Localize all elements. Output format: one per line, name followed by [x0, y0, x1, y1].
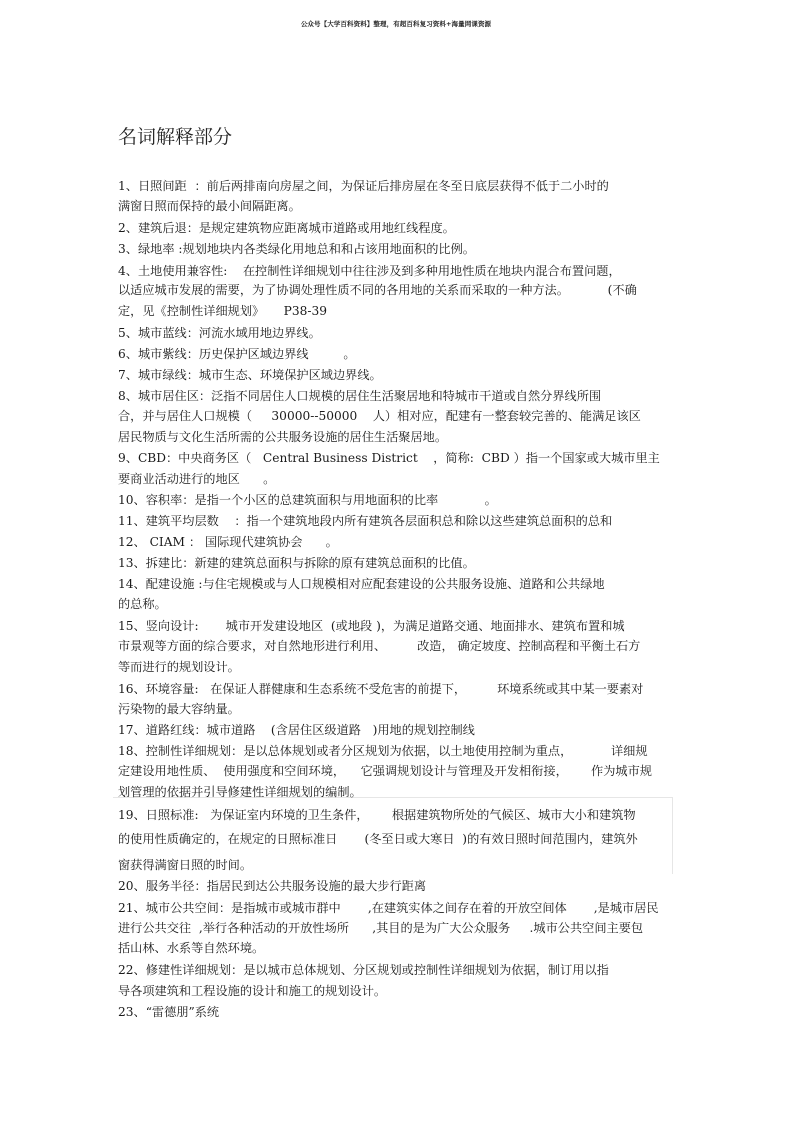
text-line: 的总称。 [118, 597, 167, 611]
text-line: 居民物质与文化生活所需的公共服务设施的居住生活聚居地。 [118, 430, 448, 444]
page-title: 名词解释部分 [118, 126, 233, 148]
text-line: 20、服务半径：指居民到达公共服务设施的最大步行距离 [118, 879, 427, 893]
text-line: 合，并与居住人口规模（ 30000--50000 人）相对应，配建有一整套较完善的、能满足该区 [118, 409, 641, 423]
text-line: 22、修建性详细规划：是以城市总体规划、分区规划或控制性详细规划为依据，制订用以指 [118, 963, 609, 977]
text-line: 7、城市绿线：城市生态、环境保护区域边界线。 [118, 368, 382, 382]
text-line: 定，见《控制性详细规划》 P38-39 [118, 304, 327, 318]
header-note: 公众号【大学百科资料】整理，有超百科复习资料+海量网课资源 [300, 20, 492, 28]
text-line: 进行公共交往 ,举行各种活动的开放性场所 ,其目的是为广大公众服务 .城市公共空间主要包 [118, 921, 644, 935]
text-line: 19、日照标准: 为保证室内环境的卫生条件， 根据建筑物所处的气候区、城市大小和建筑物 [118, 808, 636, 822]
text-line: 18、控制性详细规划：是以总体规划或者分区规划为依据，以土地使用控制为重点， 详细规 [118, 744, 648, 758]
text-line: 5、城市蓝线：河流水域用地边界线。 [118, 326, 321, 340]
text-line: 满窗日照而保持的最小间隔距离。 [118, 199, 301, 213]
text-line: 等而进行的规划设计。 [118, 660, 240, 674]
text-line: 11、建筑平均层数 ：指一个建筑地段内所有建筑各层面积总和除以这些建筑总面积的总和 [118, 514, 613, 528]
text-line: 16、环境容量: 在保证人群健康和生态系统不受危害的前提下， 环境系统或其中某一要素对 [118, 682, 644, 696]
text-line: 8、城市居住区：泛指不同居住人口规模的居住生活聚居地和特城市干道或自然分界线所围 [118, 389, 602, 403]
text-line: 6、城市紫线：历史保护区域边界线 。 [118, 347, 356, 361]
text-line: 以适应城市发展的需要，为了协调处理性质不同的各用地的关系而采取的一种方法。 (不确 [118, 283, 637, 297]
text-line: 括山林、水系等自然环境。 [118, 941, 265, 955]
text-line: 12、 CIAM ： 国际现代建筑协会 。 [118, 535, 338, 549]
text-line: 要商业活动进行的地区 。 [118, 472, 276, 486]
text-line: 2、建筑后退：是规定建筑物应距离城市道路或用地红线程度。 [118, 221, 455, 235]
text-line: 的使用性质确定的，在规定的日照标准日 (冬至日或大寒日 )的有效日照时间范围内，建筑外 [118, 832, 638, 846]
text-line: 23、“雷德朋”系统 [118, 1005, 220, 1019]
text-line: 污染物的最大容纳量。 [118, 702, 240, 716]
text-line: 14、配建设施 :与住宅规模或与人口规模相对应配套建设的公共服务设施、道路和公共绿地 [118, 577, 605, 591]
text-line: 13、拆建比：新建的建筑总面积与拆除的原有建筑总面积的比值。 [118, 556, 475, 570]
text-line: 10、容积率：是指一个小区的总建筑面积与用地面积的比率 。 [118, 493, 497, 507]
text-line: 4、土地使用兼容性: 在控制性详细规划中往往涉及到多种用地性质在地块内混合布置问题， [118, 264, 621, 278]
text-line: 划管理的依据并引导修建性详细规划的编制。 [118, 785, 362, 799]
text-line: 17、道路红线：城市道路 (含居住区级道路 )用地的规划控制线 [118, 723, 475, 737]
text-line: 1、日照间距 ：前后两排南向房屋之间，为保证后排房屋在冬至日底层获得不低于二小时的 [118, 179, 609, 193]
text-line: 3、绿地率 :规划地块内各类绿化用地总和和占该用地面积的比例。 [118, 242, 475, 256]
text-line: 9、CBD：中央商务区（ Central Business District ，简称: CBD ）指一个国家或大城市里主 [118, 451, 660, 465]
text-line: 市景观等方面的综合要求，对自然地形进行利用、 改造， 确定坡度、控制高程和平衡土石方 [118, 639, 641, 653]
text-line: 定建设用地性质、 使用强度和空间环境， 它强调规划设计与管理及开发相衔接， 作为城市规 [118, 764, 652, 778]
text-line: 15、竖向设计: 城市开发建设地区 (或地段 )，为满足道路交通、地面排水、建筑布置和城 [118, 619, 625, 633]
text-line: 窗获得满窗日照的时间。 [118, 858, 253, 872]
text-line: 导各项建筑和工程设施的设计和施工的规划设计。 [118, 984, 387, 998]
text-line: 21、城市公共空间：是指城市或城市群中 ,在建筑实体之间存在着的开放空间体 ,是城市居民 [118, 901, 659, 915]
